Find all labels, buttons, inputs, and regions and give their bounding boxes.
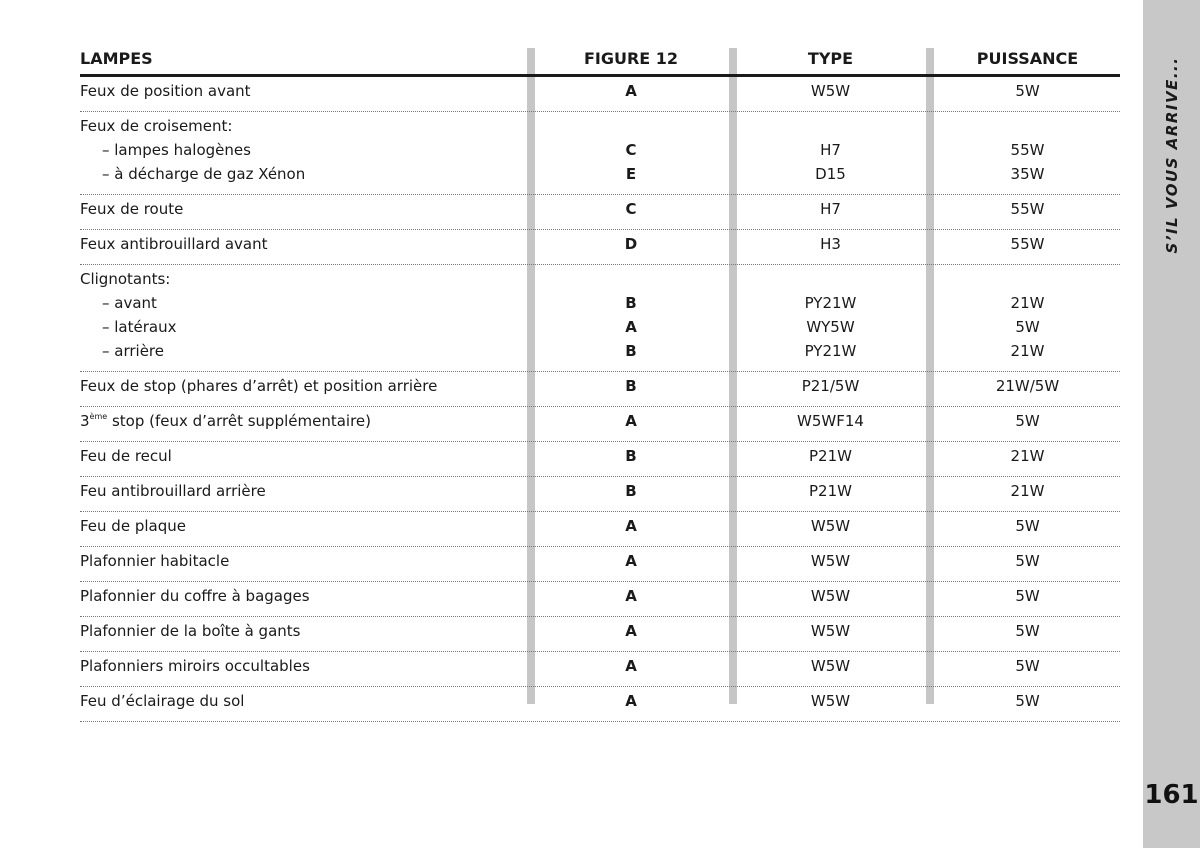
bulb-type: W5WF14 — [797, 412, 864, 430]
bulb-type: W5W — [810, 517, 851, 535]
bulb-type: W5W — [810, 657, 851, 675]
row-line — [80, 235, 1120, 259]
bulb-type: W5W — [810, 587, 851, 605]
figure-code: A — [625, 552, 637, 570]
lamp-label: Feux antibrouillard avant — [80, 235, 268, 253]
bulb-type: WY5W — [806, 318, 855, 336]
figure-code: A — [625, 587, 637, 605]
lamp-label: Feu antibrouillard arrière — [80, 482, 266, 500]
bulb-type: W5W — [810, 82, 851, 100]
bulb-power: 21W/5W — [995, 377, 1060, 395]
bulb-table — [80, 46, 1120, 722]
lamp-label: Plafonnier habitacle — [80, 552, 230, 570]
row-line — [80, 377, 1120, 401]
bulb-type: PY21W — [804, 342, 857, 360]
table-row — [80, 582, 1120, 617]
bulb-power: 55W — [1010, 200, 1045, 218]
row-line — [80, 657, 1120, 681]
table-row — [80, 407, 1120, 442]
lamp-label: – arrière — [102, 342, 164, 360]
table-body — [80, 77, 1120, 722]
bulb-power: 21W — [1010, 294, 1045, 312]
lamp-label: Feux de position avant — [80, 82, 251, 100]
table-row — [80, 477, 1120, 512]
bulb-type: W5W — [810, 622, 851, 640]
row-line — [80, 692, 1120, 716]
page-number: 161 — [1144, 780, 1199, 810]
row-line — [80, 165, 1120, 189]
row-line — [80, 270, 1120, 294]
bulb-power: 55W — [1010, 235, 1045, 253]
row-line — [80, 587, 1120, 611]
row-line — [80, 517, 1120, 541]
bulb-type: P21W — [809, 447, 852, 465]
lamp-label: Plafonnier du coffre à bagages — [80, 587, 310, 605]
table-header — [80, 46, 1120, 77]
table-row — [80, 372, 1120, 407]
table-row — [80, 652, 1120, 687]
lamp-label: Feux de route — [80, 200, 184, 218]
lamp-label: Clignotants: — [80, 270, 171, 288]
lamp-label: Feu de recul — [80, 447, 172, 465]
row-line — [80, 117, 1120, 141]
row-line — [80, 294, 1120, 318]
bulb-type: P21W — [809, 482, 852, 500]
header-type: TYPE — [807, 49, 854, 68]
lamp-label: – latéraux — [102, 318, 177, 336]
bulb-power: 5W — [1015, 622, 1040, 640]
bulb-power: 5W — [1015, 517, 1040, 535]
figure-code: E — [625, 165, 637, 183]
lamp-label — [80, 412, 371, 430]
bulb-power: 55W — [1010, 141, 1045, 159]
bulb-power: 5W — [1015, 412, 1040, 430]
row-line — [80, 447, 1120, 471]
bulb-power: 21W — [1010, 447, 1045, 465]
lamp-label: – à décharge de gaz Xénon — [102, 165, 306, 183]
table-row — [80, 77, 1120, 112]
bulb-type: P21/5W — [801, 377, 860, 395]
bulb-power: 5W — [1015, 318, 1040, 336]
figure-code: A — [625, 692, 637, 710]
figure-code: A — [625, 657, 637, 675]
header-lamp: LAMPES — [80, 49, 153, 68]
header-figure: FIGURE 12 — [583, 49, 679, 68]
row-line — [80, 482, 1120, 506]
table-row — [80, 442, 1120, 477]
bulb-power: 35W — [1010, 165, 1045, 183]
bulb-type: H7 — [820, 141, 841, 159]
bulb-power: 5W — [1015, 82, 1040, 100]
figure-code: C — [625, 200, 637, 218]
table-row — [80, 687, 1120, 722]
figure-code: A — [625, 318, 637, 336]
figure-code: D — [624, 235, 638, 253]
lamp-label: – avant — [102, 294, 157, 312]
lamp-label: Feu de plaque — [80, 517, 186, 535]
bulb-type: H3 — [820, 235, 841, 253]
figure-code: A — [625, 517, 637, 535]
figure-code: A — [625, 82, 637, 100]
bulb-power: 21W — [1010, 482, 1045, 500]
row-line — [80, 622, 1120, 646]
header-power: PUISSANCE — [976, 49, 1079, 68]
figure-code: B — [625, 294, 637, 312]
table-row — [80, 265, 1120, 372]
lamp-label: Plafonnier de la boîte à gants — [80, 622, 301, 640]
figure-code: C — [625, 141, 637, 159]
figure-code: B — [625, 447, 637, 465]
figure-code: A — [625, 622, 637, 640]
bulb-type: D15 — [815, 165, 846, 183]
row-line — [80, 412, 1120, 436]
lamp-label: Feux de croisement: — [80, 117, 233, 135]
lamp-label-text: stop (feux d’arrêt supplémentaire) — [107, 412, 371, 430]
table-row — [80, 230, 1120, 265]
bulb-power: 5W — [1015, 657, 1040, 675]
row-line — [80, 342, 1120, 366]
figure-code: B — [625, 342, 637, 360]
lamp-label: Feu d’éclairage du sol — [80, 692, 245, 710]
row-line — [80, 82, 1120, 106]
figure-code: B — [625, 377, 637, 395]
table-row — [80, 617, 1120, 652]
bulb-power: 5W — [1015, 552, 1040, 570]
bulb-power: 21W — [1010, 342, 1045, 360]
bulb-type: W5W — [810, 692, 851, 710]
table-row — [80, 512, 1120, 547]
lamp-label: Feux de stop (phares d’arrêt) et position arrière — [80, 377, 438, 395]
bulb-power: 5W — [1015, 587, 1040, 605]
row-line — [80, 141, 1120, 165]
table-row — [80, 547, 1120, 582]
figure-code: B — [625, 482, 637, 500]
lamp-label-number: 3 — [80, 412, 90, 430]
row-line — [80, 318, 1120, 342]
figure-code: A — [625, 412, 637, 430]
row-line — [80, 552, 1120, 576]
bulb-type: W5W — [810, 552, 851, 570]
table-row — [80, 112, 1120, 195]
bulb-power: 5W — [1015, 692, 1040, 710]
bulb-type: PY21W — [804, 294, 857, 312]
side-title: S’IL VOUS ARRIVE... — [1163, 56, 1181, 254]
bulb-type: H7 — [820, 200, 841, 218]
lamp-label-superscript: ème — [89, 412, 108, 421]
lamp-label: – lampes halogènes — [102, 141, 251, 159]
table-row — [80, 195, 1120, 230]
row-line — [80, 200, 1120, 224]
side-title-wrap — [1157, 40, 1187, 270]
lamp-label: Plafonniers miroirs occultables — [80, 657, 310, 675]
